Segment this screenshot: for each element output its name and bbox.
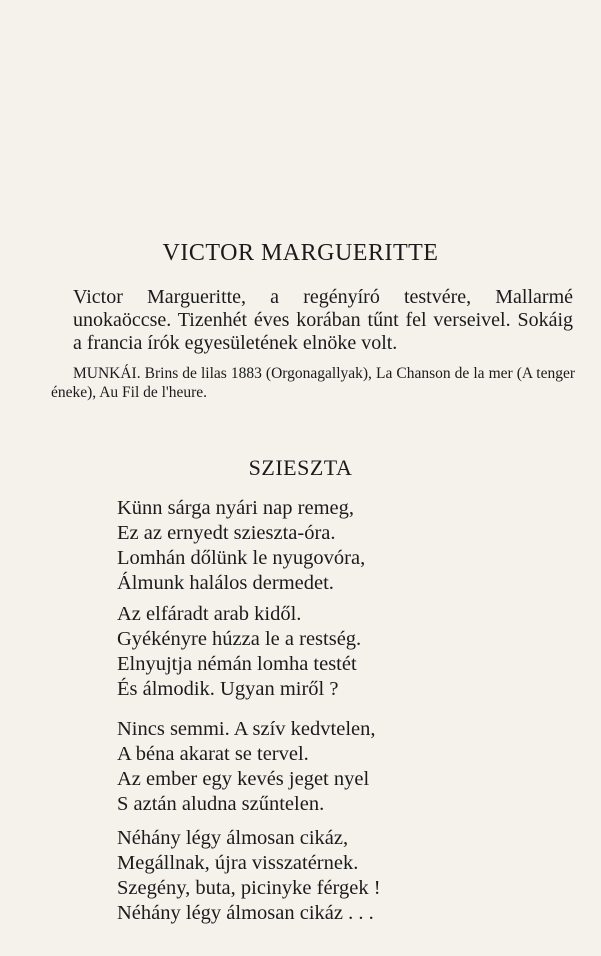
poem-line: Gyékényre húzza le a restség. [117, 628, 362, 650]
poem-line: Nincs semmi. A szív kedvtelen, [117, 718, 376, 740]
poem-line: Elnyujtja némán lomha testét [117, 653, 357, 675]
poem-line: Szegény, buta, picinyke férgek ! [117, 877, 381, 899]
poem-title: SZIESZTA [248, 455, 353, 480]
poem-line: S aztán aludna szűntelen. [117, 793, 325, 815]
poem-line: Künn sárga nyári nap remeg, [117, 497, 355, 519]
poem-stanza-1 [117, 496, 365, 596]
poem-stanza-4 [117, 826, 381, 926]
poem-stanza-2 [117, 602, 361, 702]
poem-line: Lomhán dőlünk le nyugovóra, [117, 547, 366, 569]
works-label: MUNKÁI. [73, 365, 141, 382]
biography-text: Victor Margueritte, a regényíró testvére, Mallarmé unokaöccse. Tizenhét éves korában tűnt fel verseivel. Sokáig a francia írók egyesületének elnöke volt. [73, 286, 573, 354]
poem-line: És álmodik. Ugyan miről ? [117, 678, 339, 700]
works-text: Brins de lilas 1883 (Orgonagallyak), La Chanson de la mer (A tenger éneke), Au Fil de l'heure. [51, 365, 576, 401]
poem-line: Az ember egy kevés jeget nyel [117, 768, 370, 790]
poem-line: Néhány légy álmosan cikáz . . . [117, 902, 374, 924]
author-heading: VICTOR MARGUERITTE [162, 240, 439, 266]
poem-line: Az elfáradt arab kidől. [117, 603, 302, 625]
poem-line: Néhány légy álmosan cikáz, [117, 827, 349, 849]
poem-stanza-3 [117, 717, 376, 817]
author-biography [73, 286, 573, 355]
poem-line: Ez az ernyedt szieszta-óra. [117, 522, 336, 544]
works-list [51, 364, 575, 402]
poem-line: Álmunk halálos dermedet. [117, 572, 334, 594]
poem-line: A béna akarat se tervel. [117, 743, 309, 765]
poem-line: Megállnak, újra visszatérnek. [117, 852, 359, 874]
